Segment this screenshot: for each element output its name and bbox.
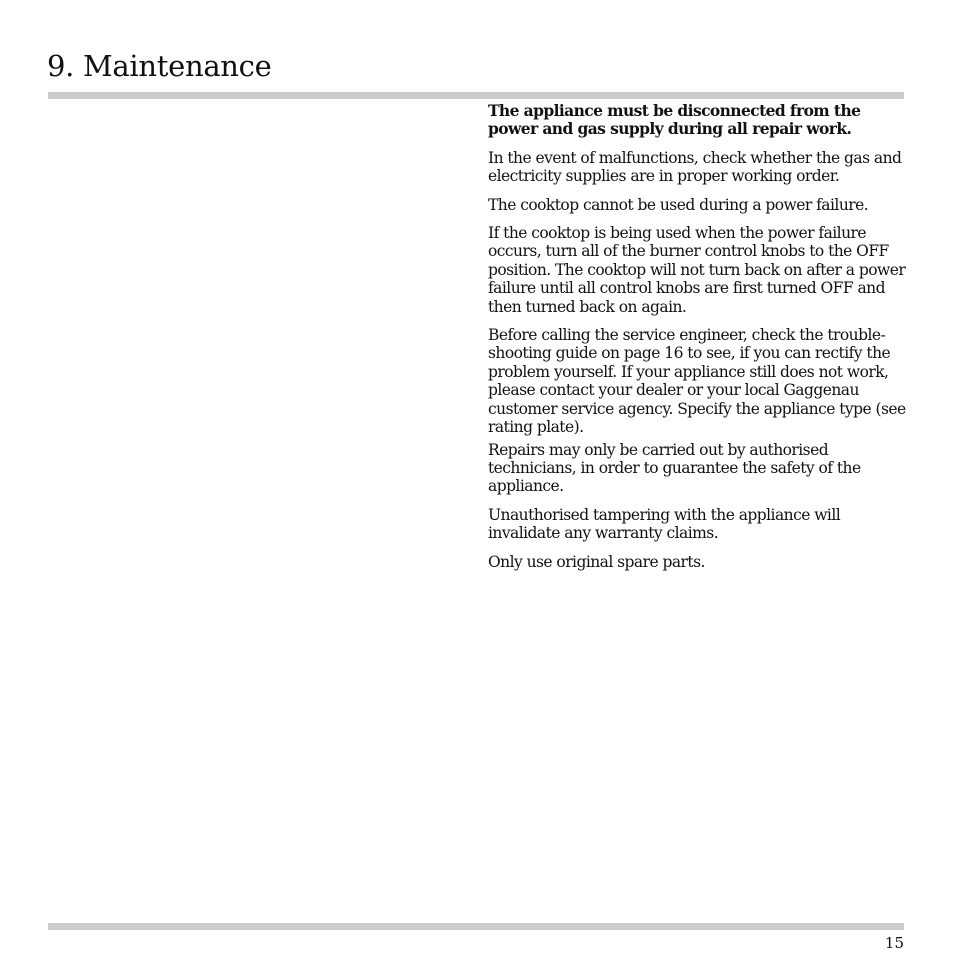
paragraph-warranty: Unauthorised tampering with the appliance will invalidate any warranty claims.: [488, 505, 841, 543]
safety-warning: The appliance must be disconnected from the power and gas supply during all repair work.: [488, 101, 861, 139]
paragraph-service-engineer: Before calling the service engineer, check the trouble-shooting guide on page 16 to see, if you can rectify the problem yourself. If your appliance still does not work, please contact your dealer or your local Gaggenau customer service agency. Specify the appliance type (see rating plate).: [488, 326, 906, 437]
paragraph-authorised-repairs: Repairs may only be carried out by authorised technicians, in order to guarantee the safety of the appliance.: [488, 440, 861, 496]
paragraph-spare-parts: Only use original spare parts.: [488, 552, 705, 571]
header-divider: [48, 92, 904, 99]
paragraph-power-failure: The cooktop cannot be used during a power failure.: [488, 195, 869, 214]
maintenance-content: [488, 102, 908, 581]
page-title: 9. Maintenance: [47, 49, 272, 83]
paragraph-control-knobs: If the cooktop is being used when the power failure occurs, turn all of the burner control knobs to the OFF position. The cooktop will not turn back on after a power failure until all control knobs are first turned OFF and then turned back on again.: [488, 224, 906, 316]
footer-divider: [48, 923, 904, 930]
paragraph-malfunctions: In the event of malfunctions, check whether the gas and electricity supplies are in proper working order.: [488, 148, 902, 186]
page-number: 15: [884, 934, 904, 952]
